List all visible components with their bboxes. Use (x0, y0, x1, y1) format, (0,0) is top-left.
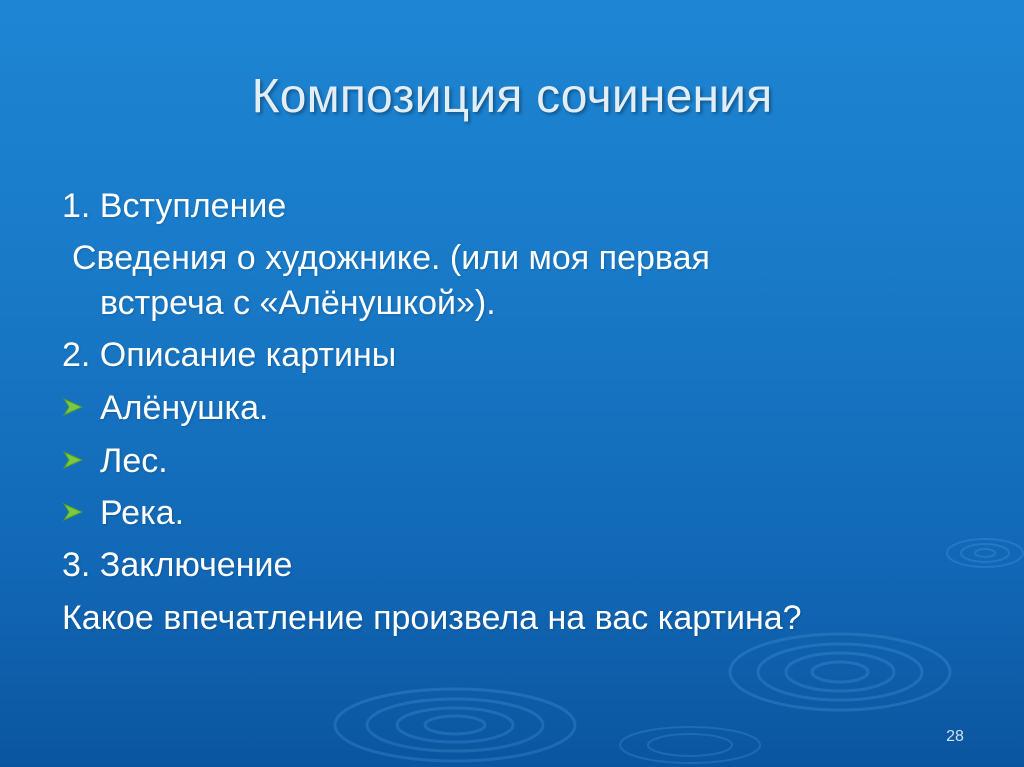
green-arrow-icon (62, 500, 84, 524)
bullet-label: Река. (100, 494, 185, 532)
bullet-label: Лес. (100, 442, 168, 480)
bullet-label: Алёнушка. (100, 389, 269, 427)
intro-text-line-1: Сведения о художнике. (или моя первая (72, 239, 710, 277)
slide-page-number: 28 (946, 728, 964, 745)
green-arrow-icon (62, 395, 84, 419)
intro-text-line-2: встреча с «Алёнушкой»). (100, 284, 496, 322)
slide-title: Композиция сочинения (251, 70, 773, 123)
green-arrow-icon (62, 448, 84, 472)
section-conclusion-heading: 3. Заключение (62, 546, 293, 584)
section-description-heading: 2. Описание картины (62, 336, 397, 374)
section-intro-heading: 1. Вступление (62, 187, 287, 225)
closing-question: Какое впечатление произвела на вас картина? (62, 599, 802, 637)
